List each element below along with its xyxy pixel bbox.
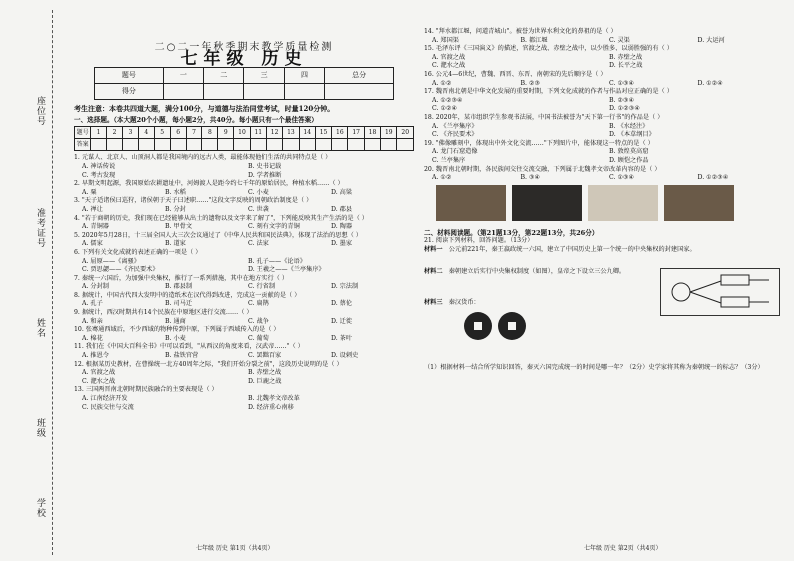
option-text: B. 盐铁官营 (165, 352, 199, 360)
question-stem: 12. 根据某历史教材，在曹操统一北方40周年之际，"我们开始分裂之前"，这段历史说明的是（ ） (74, 360, 343, 368)
question-stem: 14. "拜水都江堰，问道青城山"。被誉为世界水利文化的鼻祖的是（ ） (424, 28, 617, 35)
option-text: D. 大运河 (697, 36, 725, 44)
option-text: B. 敦煌莫高窟 (609, 148, 649, 156)
question-stem: 16. 公元4—6世纪，曹魏、西晋、东晋、南朝宋的先后顺序是（ ） (424, 70, 607, 78)
cave-relief-image (512, 185, 582, 221)
exam-notice: 考生注意：本卷共四道大题，满分100分，与道德与法治同堂考试，时量120分钟。 (74, 104, 335, 114)
option-text: A. 儒家 (82, 240, 103, 248)
exam-title: 二○二一年秋季期末教学质量检测 (154, 42, 334, 53)
question-stem: 13. 三国两晋南北朝时期民族融合的主要表现是（ ） (74, 386, 218, 394)
score-cell (204, 84, 244, 100)
option-text: A. ①②③④ (432, 96, 463, 104)
question-options (424, 80, 786, 89)
question-list-1 (74, 154, 414, 412)
option-text: C. 兰亭集序 (432, 156, 466, 164)
binding-strip (0, 0, 72, 561)
answer-blank-cell (91, 139, 107, 151)
option-text: A. 棉花 (82, 334, 103, 342)
answer-blank-cell (122, 139, 138, 151)
answer-blank-cell (266, 139, 282, 151)
option-text: A. 分封制 (82, 283, 109, 291)
option-text: C. 灵渠 (609, 36, 630, 44)
material1-label: 材料一 (424, 245, 443, 253)
option-text: C. 世袭 (248, 205, 269, 213)
option-text: D. 经济重心南移 (248, 403, 294, 411)
option-text: C. 淝水之战 (432, 62, 466, 70)
option-text: B. 分封 (165, 205, 186, 213)
answer-blank-cell (332, 139, 348, 151)
material2 (424, 268, 654, 277)
material1-text: 公元前221年，秦王嬴政统一六国，建立了中国历史上第一个统一的中央集权的封建国家。 (448, 245, 696, 253)
option-text: A. 禅让 (82, 205, 103, 213)
question-options (74, 369, 414, 386)
class-label: 班级 (35, 418, 45, 438)
answer-blank-cell (250, 139, 266, 151)
question-options (74, 163, 414, 180)
option-text: A. 龙门石窟造像 (432, 148, 478, 156)
option-text: A. 推恩令 (82, 352, 109, 360)
answer-blank-cell (218, 139, 234, 151)
score-cell: 一 (163, 68, 203, 84)
option-text: B. 赤壁之战 (609, 53, 643, 61)
material2-text: 秦朝建立后实行中央集权制度（如图），皇帝之下设立三公九卿。 (448, 268, 626, 276)
option-text: C. 《齐民要术》 (432, 131, 478, 139)
option-text: B. 《水经注》 (609, 122, 649, 130)
question-options (74, 283, 414, 292)
question-options (424, 54, 786, 71)
question-options (424, 174, 786, 183)
question-stem: 15. 毛泽东评《三国演义》的描述，官渡之战、赤壁之战中，以少胜多、以弱胜强的有（ ） (424, 45, 673, 53)
answer-number-cell: 4 (138, 127, 154, 139)
option-text: B. 道家 (165, 240, 186, 248)
question-stem: 1. 元谋人、北京人、山顶洞人都是我国境内的远古人类，最能体现他们生活的共同特点是（ ） (74, 154, 332, 162)
option-text: D. 茶叶 (331, 334, 353, 342)
question-stem: 6. 下列有关文化成就的表述正确的一项是（ ） (74, 248, 202, 256)
answer-label-cell: 答案 (75, 139, 91, 151)
score-cell: 四 (284, 68, 324, 84)
score-cell (244, 84, 284, 100)
score-cell: 得分 (95, 84, 164, 100)
option-text: D. 巨鹿之战 (248, 377, 282, 385)
q21-stem: 21. 阅读下列材料，回答问题。（13分） (424, 237, 534, 245)
answer-number-cell: 20 (397, 127, 414, 139)
question-list-2 (424, 28, 786, 183)
answer-number-cell: 15 (315, 127, 331, 139)
answer-number-cell: 2 (107, 127, 123, 139)
answer-number-cell: 13 (283, 127, 299, 139)
question-options (74, 318, 414, 327)
answer-blank-cell (364, 139, 380, 151)
answer-number-cell: 10 (234, 127, 250, 139)
option-text: A. 和亲 (82, 317, 103, 325)
question-stem: 5. 2020年5月28日，十三届全国人大三次会议通过了《中华人民共和国民法典》，体现了法治的思想（ ） (74, 231, 362, 239)
answer-blank-cell (348, 139, 364, 151)
answer-number-cell: 7 (186, 127, 202, 139)
option-text: A. 江南经济开发 (82, 395, 128, 402)
answer-blank-cell (299, 139, 315, 151)
option-text: D. 陶器 (331, 223, 353, 231)
option-text: D. 墨家 (331, 240, 353, 248)
option-text: C. 罢黜百家 (248, 352, 282, 360)
answer-number-cell: 5 (154, 127, 170, 139)
footer-right: 七年级 历史 第2页（共4页） (584, 545, 662, 552)
option-text: C. 考古发现 (82, 171, 116, 179)
exam-number-label: 准考证号 (35, 208, 45, 248)
q19-images (436, 185, 786, 221)
option-text: A. 神话传说 (82, 162, 116, 170)
option-text: A. ①② (432, 79, 452, 87)
option-text: D. 高粱 (331, 188, 353, 196)
question-stem: 9. 据统计，西汉时期共有14个民族在中原地区进行交流……（ ） (74, 309, 253, 317)
option-text: A. 孔子 (82, 300, 103, 308)
question-stem: 11. 我们在《中国大百科全书》中可以看到，"从西汉的角度来看，汉武帝……"（ ） (74, 343, 304, 351)
option-text: C. 淝水之战 (82, 377, 116, 385)
diagram-svg (661, 269, 779, 315)
option-text: D. 《本草纲目》 (609, 131, 655, 139)
question-stem: 3. "天子适诸侯曰巡狩，诸侯朝于天子曰述职……"这段文字反映的周朝政治制度是（ ） (74, 197, 313, 205)
question-stem: 17. 魏晋南北朝是中华文化发展的重要时期，下列文化成就的作者与作品对应正确的是（ ） (424, 88, 673, 96)
option-text: C. ①③④ (609, 79, 635, 87)
answer-blank-cell (381, 139, 397, 151)
answer-number-cell: 12 (266, 127, 282, 139)
material3-text: 秦汉货币： (448, 299, 480, 307)
answer-number-cell: 1 (91, 127, 107, 139)
option-text: D. 迁徙 (331, 317, 353, 325)
option-text: B. 甲骨文 (165, 223, 193, 231)
answer-table (74, 126, 414, 151)
answer-number-cell: 18 (364, 127, 380, 139)
option-text: C. 扁鹊 (248, 300, 269, 308)
section1-heading: 一、选择题。（本大题20个小题，每小题2分，共40分。每小题只有一个最佳答案） (74, 115, 318, 124)
answer-blank-cell (397, 139, 414, 151)
material3-label: 材料三 (424, 299, 443, 307)
question-options (424, 148, 786, 165)
option-text: C. 小麦 (248, 188, 269, 196)
score-cell: 二 (204, 68, 244, 84)
answer-number-cell: 9 (218, 127, 234, 139)
question-options (74, 300, 414, 309)
option-text: A. 粟 (82, 188, 97, 196)
calligraphy-image (588, 185, 658, 221)
question-stem: 2. 早期文明起源，我国原始农耕遗址中，河姆渡人是距今约七千年的原始居民，种植水稻……（ ） (74, 180, 344, 188)
option-text: A. ①② (432, 174, 452, 182)
question-options (74, 206, 414, 215)
answer-number-cell: 14 (299, 127, 315, 139)
option-text: A. 青铜器 (82, 223, 109, 231)
cut-line (52, 10, 53, 555)
answer-blank-cell (138, 139, 154, 151)
government-diagram (660, 268, 780, 316)
option-text: D. 宗法制 (331, 283, 359, 291)
answer-number-cell: 6 (170, 127, 186, 139)
option-text: A. 郑国渠 (432, 36, 459, 44)
option-text: D. 蔡伦 (331, 300, 353, 308)
answer-number-cell: 3 (122, 127, 138, 139)
painting-image (664, 185, 734, 221)
option-text: B. 赤壁之战 (248, 369, 282, 377)
material1 (424, 246, 786, 255)
question-stem: 19. "佛像雕刻中，体现出中外文化交流……"下列图片中，能体现这一特点的是（ ） (424, 139, 654, 147)
option-text: B. 通商 (165, 317, 186, 325)
answer-number-cell: 题号 (75, 127, 91, 139)
option-text: B. 小麦 (165, 334, 186, 342)
answer-blank-cell (186, 139, 202, 151)
name-label: 姓名 (35, 318, 45, 338)
answer-blank-cell (234, 139, 250, 151)
coin-icon (498, 312, 526, 340)
question-stem: 7. 秦统一六国后，为加强中央集权，推行了一系列措施，其中在地方实行（ ） (74, 274, 289, 282)
question-options (424, 37, 786, 46)
option-text: B. 司马迁 (165, 300, 193, 308)
subject-title: 七年级 历史 (180, 48, 308, 69)
option-text: B. 郡县制 (165, 283, 193, 291)
option-text: C. 行省制 (248, 283, 276, 291)
option-text: C. 贾思勰——《齐民要术》 (82, 266, 159, 274)
question-options (424, 123, 786, 140)
right-column (424, 28, 786, 372)
option-text: D. ①②③④ (609, 105, 640, 113)
answer-blank-cell (107, 139, 123, 151)
option-text: D. 王羲之——《兰亭集序》 (248, 266, 325, 274)
option-text: B. 北魏孝文帝改革 (248, 395, 300, 402)
answer-blank-cell (283, 139, 299, 151)
footer-left: 七年级 历史 第1页（共4页） (196, 545, 274, 552)
option-text: C. 葡萄 (248, 334, 269, 342)
option-text: A. 屈原——《离骚》 (82, 257, 140, 265)
section2-heading: 二、材料阅读题。（第21题13分，第22题13分，共26分） (424, 228, 599, 237)
option-text: B. ②③④ (609, 96, 635, 104)
answer-number-cell: 16 (332, 127, 348, 139)
answer-number-cell: 8 (202, 127, 218, 139)
q21-sub1: （1）根据材料一结合所学知识回答，秦灭六国完成统一的时间是哪一年？（2分）史学家将其称为秦朝统一的标志？（3分） (424, 363, 764, 371)
question-stem: 20. 魏晋南北朝时期，各民族间交往交流交融，下列属于北魏孝文帝改革内容的是（ ） (424, 165, 661, 173)
material2-label: 材料二 (424, 268, 443, 276)
option-text: C. 民族交往与交流 (82, 403, 134, 411)
buddha-statue-image (436, 185, 506, 221)
option-text: C. 法家 (248, 240, 269, 248)
answer-blank-cell (202, 139, 218, 151)
question-options (74, 258, 414, 275)
question-options (74, 240, 414, 249)
coin-icon (464, 312, 492, 340)
answer-number-cell: 11 (250, 127, 266, 139)
option-text: D. 长平之战 (609, 62, 643, 70)
option-text: A. 《兰亭集序》 (432, 122, 478, 130)
score-cell: 题号 (95, 68, 164, 84)
option-text: D. 设刺史 (331, 352, 359, 360)
score-cell (325, 84, 394, 100)
option-text: A. 官渡之战 (432, 53, 466, 61)
question-options (424, 97, 786, 114)
question-options (74, 352, 414, 361)
option-text: B. 都江堰 (520, 36, 548, 44)
option-text: B. 史书记载 (248, 162, 282, 170)
option-text: D. ①②③④ (697, 174, 729, 182)
answer-blank-cell (154, 139, 170, 151)
left-column (74, 30, 414, 412)
score-cell: 总分 (325, 68, 394, 84)
option-text: D. ①②④ (697, 79, 723, 87)
score-table (94, 67, 394, 100)
question-stem: 4. "若于商朝的历史，我们现在已经能够从出土的遗物以及文字来了解了"，下列能反映其生产生活的是（ ） (74, 214, 368, 222)
option-text: B. 水稻 (165, 188, 186, 196)
school-label: 学校 (35, 498, 45, 518)
score-cell (284, 84, 324, 100)
option-text: B. ②③ (520, 79, 541, 87)
option-text: A. 官渡之战 (82, 369, 116, 377)
answer-blank-cell (170, 139, 186, 151)
option-text: B. 孔子——《论语》 (248, 257, 306, 265)
question-options (74, 223, 414, 232)
option-text: D. 学者推断 (248, 171, 282, 179)
answer-number-cell: 17 (348, 127, 364, 139)
option-text: D. 顾恺之作品 (609, 156, 649, 164)
question-options (74, 395, 414, 412)
option-text: C. 战争 (248, 317, 269, 325)
option-text: C. ①③④ (609, 174, 635, 182)
answer-blank-cell (315, 139, 331, 151)
score-cell: 三 (244, 68, 284, 84)
question-stem: 18. 2020年，某市组织学生参观书法展，中国书法被誉为"天下第一行书"的作品是（ ） (424, 113, 664, 121)
option-text: C. 刻有文字的青铜 (248, 223, 300, 231)
option-text: D. 郡县 (331, 205, 353, 213)
option-text: B. ③④ (520, 174, 541, 182)
question-stem: 10. 张骞通西域后，不少西域的物种传到中原，下列属于西域传入的是（ ） (74, 326, 280, 334)
seat-label: 座位号 (35, 96, 45, 126)
score-cell (163, 84, 203, 100)
answer-number-cell: 19 (381, 127, 397, 139)
option-text: C. ①②④ (432, 105, 458, 113)
question-stem: 8. 据统计，中国古代四大发明中的造纸术在汉代得到改进，完成这一贡献的是（ ） (74, 291, 301, 299)
